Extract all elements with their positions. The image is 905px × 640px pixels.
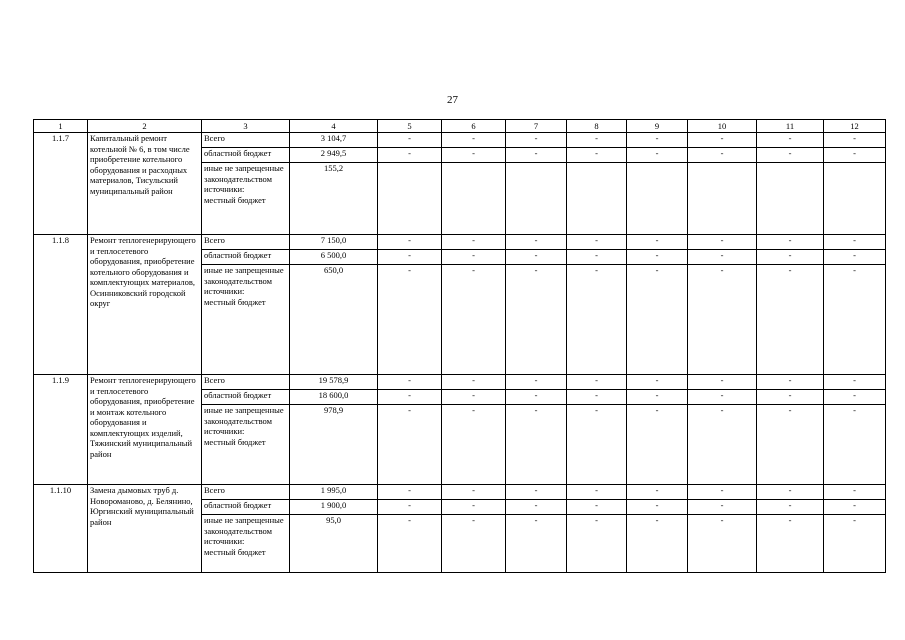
- source-other-label: иные не запрещенные законодательством источники:: [204, 163, 284, 194]
- page-number: 27: [447, 94, 458, 106]
- dash-cell: -: [378, 148, 442, 163]
- row-code: 1.1.9: [34, 375, 88, 485]
- dash-cell: -: [688, 250, 757, 265]
- dash-cell: -: [824, 485, 886, 500]
- dash-cell: -: [757, 265, 824, 375]
- local-amount: 95,0: [290, 515, 378, 573]
- dash-cell: -: [688, 235, 757, 250]
- source-local-label: местный бюджет: [204, 194, 266, 205]
- dash-cell: -: [757, 485, 824, 500]
- budget-table: [33, 119, 886, 573]
- dash-cell: -: [824, 265, 886, 375]
- dash-cell: -: [567, 265, 627, 375]
- dash-cell: -: [757, 250, 824, 265]
- dash-cell: -: [506, 265, 567, 375]
- dash-cell: [506, 163, 567, 235]
- dash-cell: -: [627, 148, 688, 163]
- dash-cell: -: [627, 500, 688, 515]
- dash-cell: -: [567, 250, 627, 265]
- row-code: 1.1.8: [34, 235, 88, 375]
- dash-cell: -: [627, 485, 688, 500]
- dash-cell: -: [378, 500, 442, 515]
- total-amount: 1 995,0: [290, 485, 378, 500]
- dash-cell: -: [506, 250, 567, 265]
- regional-amount: 1 900,0: [290, 500, 378, 515]
- dash-cell: -: [506, 133, 567, 148]
- local-amount: 155,2: [290, 163, 378, 235]
- source-local-label: местный бюджет: [204, 296, 266, 307]
- dash-cell: -: [442, 235, 506, 250]
- column-number: 6: [442, 120, 506, 133]
- dash-cell: -: [567, 235, 627, 250]
- row-name: Замена дымовых труб д. Новороманово, д. Белянино, Юргинский муниципальный район: [88, 485, 202, 573]
- column-number: 9: [627, 120, 688, 133]
- table-row-total: [34, 133, 886, 148]
- dash-cell: -: [506, 390, 567, 405]
- column-number: 4: [290, 120, 378, 133]
- dash-cell: -: [567, 485, 627, 500]
- source-other-label: иные не запрещенные законодательством источники:: [204, 405, 284, 436]
- dash-cell: [688, 163, 757, 235]
- dash-cell: -: [378, 375, 442, 390]
- dash-cell: -: [442, 405, 506, 485]
- source-regional-label: областной бюджет: [202, 148, 290, 163]
- source-local-label: местный бюджет: [204, 436, 266, 447]
- regional-amount: 18 600,0: [290, 390, 378, 405]
- source-other-label: иные не запрещенные законодательством источники:: [204, 515, 284, 546]
- local-amount: 650,0: [290, 265, 378, 375]
- total-amount: 3 104,7: [290, 133, 378, 148]
- dash-cell: -: [378, 515, 442, 573]
- dash-cell: -: [506, 148, 567, 163]
- regional-amount: 6 500,0: [290, 250, 378, 265]
- source-other-local-cell: [202, 265, 290, 375]
- dash-cell: -: [567, 375, 627, 390]
- source-other-label: иные не запрещенные законодательством источники:: [204, 265, 284, 296]
- column-number: 12: [824, 120, 886, 133]
- dash-cell: [757, 163, 824, 235]
- dash-cell: -: [757, 375, 824, 390]
- dash-cell: -: [627, 515, 688, 573]
- column-number: 5: [378, 120, 442, 133]
- dash-cell: -: [627, 250, 688, 265]
- source-regional-label: областной бюджет: [202, 250, 290, 265]
- total-amount: 19 578,9: [290, 375, 378, 390]
- dash-cell: -: [757, 405, 824, 485]
- dash-cell: -: [627, 405, 688, 485]
- dash-cell: -: [442, 390, 506, 405]
- source-local-label: местный бюджет: [204, 546, 266, 557]
- dash-cell: -: [627, 390, 688, 405]
- dash-cell: -: [757, 148, 824, 163]
- column-number: 8: [567, 120, 627, 133]
- dash-cell: -: [824, 405, 886, 485]
- column-number: 7: [506, 120, 567, 133]
- row-code: 1.1.10: [34, 485, 88, 573]
- dash-cell: -: [567, 515, 627, 573]
- dash-cell: -: [824, 235, 886, 250]
- dash-cell: -: [627, 375, 688, 390]
- dash-cell: -: [506, 405, 567, 485]
- column-number: 1: [34, 120, 88, 133]
- dash-cell: [378, 163, 442, 235]
- source-regional-label: областной бюджет: [202, 390, 290, 405]
- dash-cell: -: [757, 133, 824, 148]
- source-total-label: Всего: [202, 133, 290, 148]
- dash-cell: -: [506, 375, 567, 390]
- column-number: 3: [202, 120, 290, 133]
- dash-cell: -: [688, 485, 757, 500]
- dash-cell: -: [378, 265, 442, 375]
- dash-cell: -: [442, 515, 506, 573]
- dash-cell: -: [627, 133, 688, 148]
- dash-cell: -: [567, 405, 627, 485]
- dash-cell: -: [442, 148, 506, 163]
- dash-cell: -: [442, 250, 506, 265]
- regional-amount: 2 949,5: [290, 148, 378, 163]
- dash-cell: -: [442, 485, 506, 500]
- dash-cell: -: [688, 375, 757, 390]
- source-other-local-cell: [202, 405, 290, 485]
- dash-cell: -: [506, 500, 567, 515]
- column-number-row: [34, 120, 886, 133]
- dash-cell: -: [688, 265, 757, 375]
- dash-cell: -: [688, 500, 757, 515]
- dash-cell: -: [567, 133, 627, 148]
- dash-cell: -: [824, 148, 886, 163]
- local-amount: 978,9: [290, 405, 378, 485]
- dash-cell: -: [688, 515, 757, 573]
- dash-cell: -: [567, 390, 627, 405]
- dash-cell: -: [824, 390, 886, 405]
- dash-cell: -: [567, 148, 627, 163]
- source-total-label: Всего: [202, 485, 290, 500]
- dash-cell: -: [442, 133, 506, 148]
- row-code: 1.1.7: [34, 133, 88, 235]
- dash-cell: -: [688, 148, 757, 163]
- row-name: Ремонт теплогенерирующего и теплосетевого оборудования, приобретение котельного оборудования и комплектующих материалов, Осинниковский городской округ: [88, 235, 202, 375]
- row-name: Капитальный ремонт котельной № 6, в том числе приобретение котельного оборудования и расходных материалов, Тисульский муниципальный район: [88, 133, 202, 235]
- dash-cell: -: [506, 515, 567, 573]
- total-amount: 7 150,0: [290, 235, 378, 250]
- dash-cell: -: [378, 250, 442, 265]
- dash-cell: -: [757, 515, 824, 573]
- column-number: 11: [757, 120, 824, 133]
- dash-cell: -: [688, 390, 757, 405]
- dash-cell: -: [378, 405, 442, 485]
- dash-cell: -: [506, 485, 567, 500]
- dash-cell: -: [824, 375, 886, 390]
- source-other-local-cell: [202, 163, 290, 235]
- source-regional-label: областной бюджет: [202, 500, 290, 515]
- dash-cell: -: [442, 265, 506, 375]
- dash-cell: [567, 163, 627, 235]
- column-number: 2: [88, 120, 202, 133]
- source-total-label: Всего: [202, 375, 290, 390]
- dash-cell: -: [688, 405, 757, 485]
- dash-cell: [442, 163, 506, 235]
- dash-cell: -: [378, 485, 442, 500]
- column-number: 10: [688, 120, 757, 133]
- source-other-local-cell: [202, 515, 290, 573]
- dash-cell: [627, 163, 688, 235]
- dash-cell: [824, 163, 886, 235]
- dash-cell: -: [378, 133, 442, 148]
- dash-cell: -: [627, 235, 688, 250]
- table-row-total: [34, 485, 886, 500]
- dash-cell: -: [688, 133, 757, 148]
- dash-cell: -: [442, 500, 506, 515]
- dash-cell: -: [506, 235, 567, 250]
- dash-cell: -: [567, 500, 627, 515]
- source-total-label: Всего: [202, 235, 290, 250]
- dash-cell: -: [824, 250, 886, 265]
- dash-cell: -: [824, 500, 886, 515]
- dash-cell: -: [378, 390, 442, 405]
- dash-cell: -: [757, 390, 824, 405]
- dash-cell: -: [757, 500, 824, 515]
- dash-cell: -: [757, 235, 824, 250]
- dash-cell: -: [378, 235, 442, 250]
- row-name: Ремонт теплогенерирующего и теплосетевого оборудования, приобретение и монтаж котельного оборудования и комплектующих изделий, Тяжинский муниципальный район: [88, 375, 202, 485]
- dash-cell: -: [824, 133, 886, 148]
- table-row-total: [34, 375, 886, 390]
- dash-cell: -: [824, 515, 886, 573]
- dash-cell: -: [442, 375, 506, 390]
- dash-cell: -: [627, 265, 688, 375]
- table-row-total: [34, 235, 886, 250]
